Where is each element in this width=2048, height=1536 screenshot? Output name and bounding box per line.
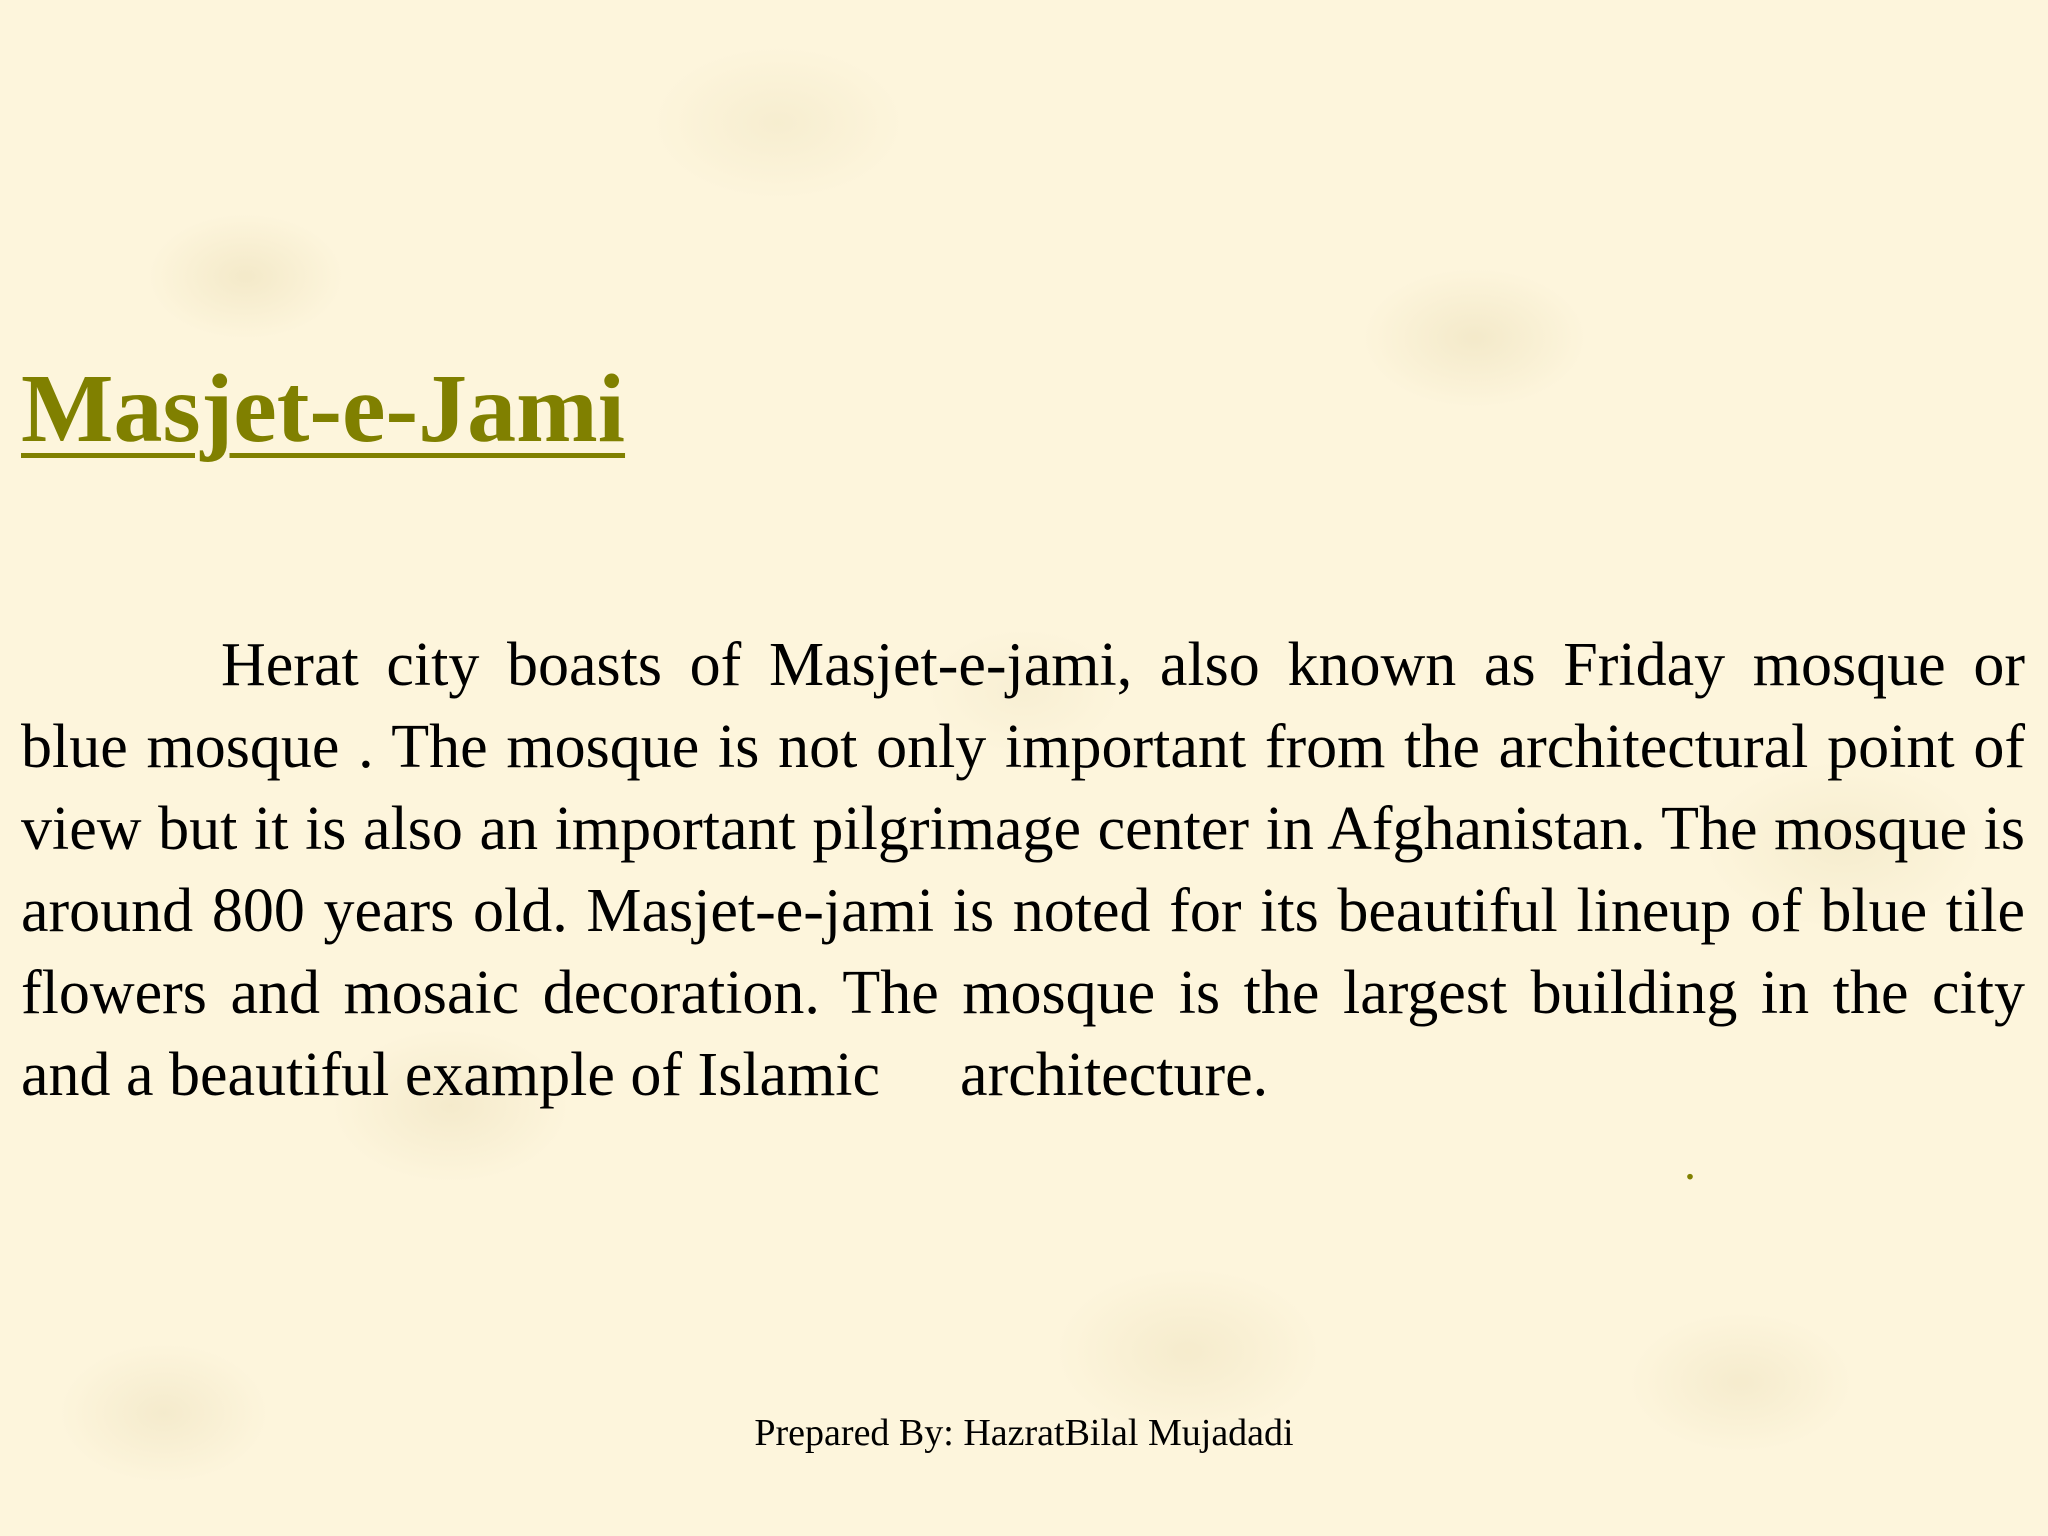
slide-title: Masjet-e-Jami — [21, 355, 626, 463]
body-text-main: Herat city boasts of Masjet-e-jami, also known as Friday mosque or blue mosque . The mosque is not only important from the architectural point of view but it is also an important pilgrimage center in Afghanistan. The mosque is around 800 years old. Masjet-e-jami is noted for its beautiful lineup of blue tile flowers and mosaic decoration. The mosque is the largest building in the city and a beautiful example of Islamic — [21, 631, 2025, 1109]
body-text-end: architecture. — [960, 1041, 1269, 1109]
trailing-dot: . — [1684, 1137, 1696, 1190]
footer-credit: Prepared By: HazratBilal Mujadadi — [754, 1412, 1294, 1454]
body-paragraph — [21, 624, 2025, 1116]
